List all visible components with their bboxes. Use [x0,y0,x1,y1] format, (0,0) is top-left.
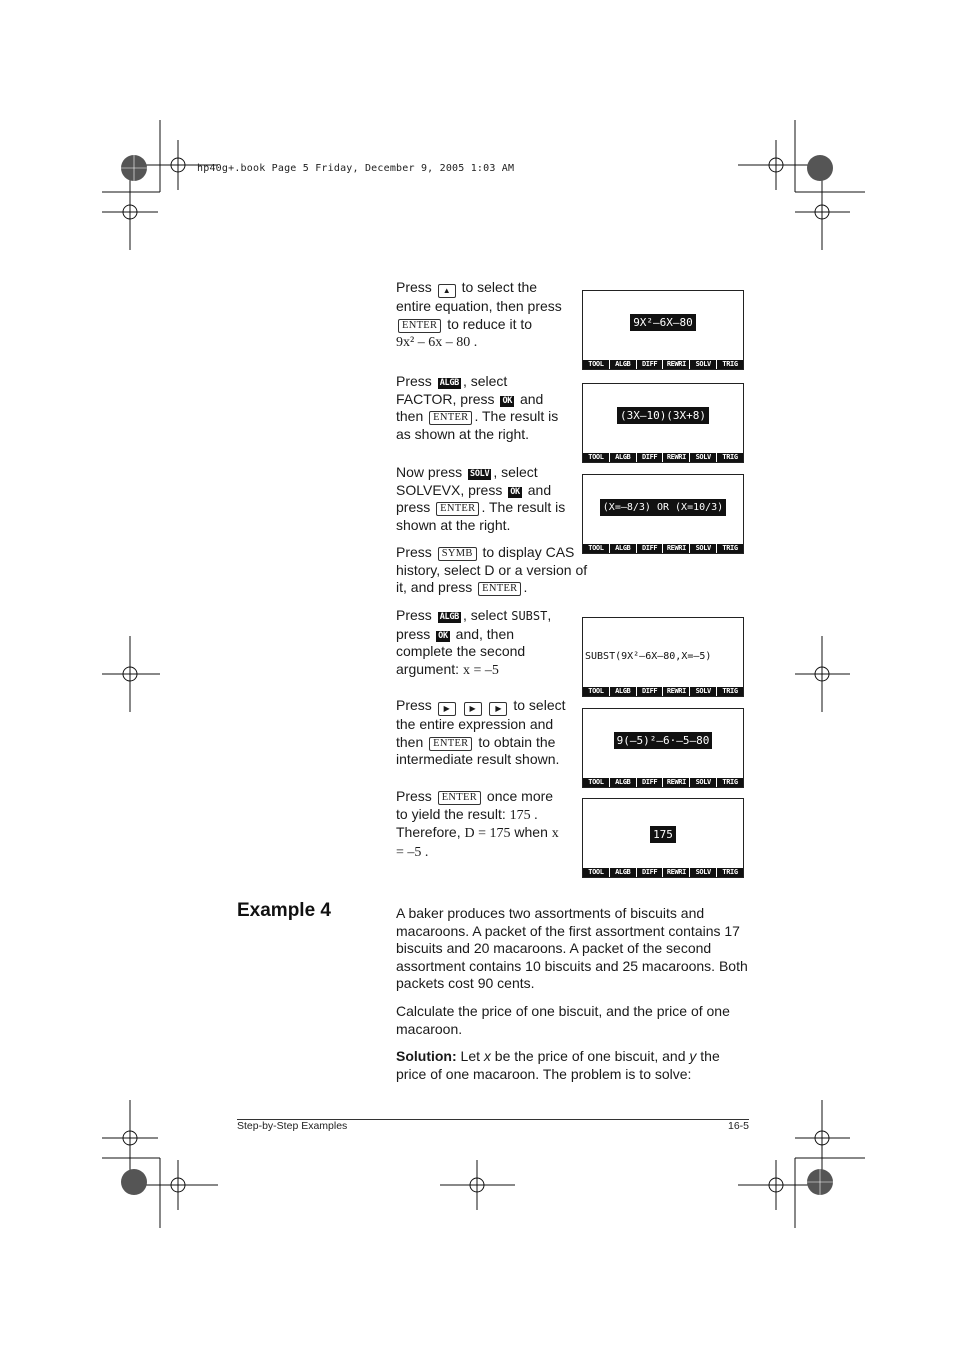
enter-key-icon: ENTER [436,502,479,516]
softkey-menu [583,453,743,462]
calculator-screen-4 [582,617,744,697]
menu-rewri: REWRI [663,360,689,369]
enter-key-icon: ENTER [429,411,472,425]
footer-page-number: 16-5 [727,1120,749,1132]
example-paragraph-2: Calculate the price of one biscuit, and the price of one macaroon. [396,1003,730,1037]
menu-solv: SOLV [690,544,716,553]
step-2-text [396,373,568,443]
screen-expression: (X=–8/3) OR (X=10/3) [600,499,726,516]
solution-text-c: the price of one macaroon. The problem is to solve: [396,1048,720,1082]
screen-expression: 9X²–6X–80 [630,314,696,331]
step-5-a: Press [396,607,432,623]
ok-softkey-icon: OK [438,630,448,641]
ok-softkey-icon: OK [510,486,520,497]
step-2-d: . The result is as shown at the right. [396,408,559,442]
step-7-b: once more to yield the result: [396,788,554,822]
step-2-b: , select FACTOR, press [396,373,508,407]
step-3-a: Now press [396,464,463,480]
algb-softkey-icon: ALGB [439,612,459,622]
menu-solv: SOLV [690,778,716,787]
step-2-c: and then [396,390,544,424]
menu-rewri: REWRI [663,453,689,462]
menu-solv: SOLV [690,687,716,696]
symb-key-icon: SYMB [438,547,477,561]
step-3-b: , select SOLVEVX, press [396,464,538,498]
example-solution [396,1048,748,1083]
screen-expression: SUBST(9X²–6X–80,X=–5) [585,651,712,662]
menu-solv: SOLV [690,360,716,369]
calculator-screen-5 [582,708,744,788]
menu-diff: DIFF [637,360,663,369]
menu-rewri: REWRI [663,778,689,787]
solution-text-a: Let [460,1048,481,1064]
menu-tool: TOOL [583,868,609,877]
enter-key-icon: ENTER [398,319,441,333]
step-1-b: to select the entire equation, then press [396,279,562,314]
menu-rewri: REWRI [663,544,689,553]
menu-algb: ALGB [610,868,636,877]
softkey-menu [583,778,743,787]
calculator-screen-3 [582,474,744,554]
step-7-math-3: x = –5 . [396,826,559,860]
step-5-math: x = –5 [462,662,499,678]
enter-key-icon: ENTER [438,791,481,805]
calculator-screen-1 [582,290,744,370]
menu-algb: ALGB [610,453,636,462]
menu-algb: ALGB [610,544,636,553]
step-7-c: Therefore, [396,824,461,840]
step-5-text [396,607,568,679]
step-5-c: , press [396,607,552,642]
step-6-b: to select the entire expression and then [396,697,566,750]
menu-diff: DIFF [637,687,663,696]
solution-label: Solution: [396,1048,457,1064]
step-4-b: to display CAS history, select D or a version of it, and press [396,544,588,595]
menu-trig: TRIG [717,453,743,462]
softkey-menu [583,544,743,553]
step-7-math-2: D = 175 [464,826,511,841]
step-5-b: , select [462,607,508,623]
menu-rewri: REWRI [663,687,689,696]
step-1-math: 9x² – 6x – 80 . [396,335,478,350]
footer-section-title: Step-by-Step Examples [237,1120,348,1132]
calculator-screen-2 [582,383,744,463]
menu-diff: DIFF [637,453,663,462]
step-7-d: when [514,824,548,840]
right-arrow-key-icon: ▶ [464,702,482,716]
step-3-d: . The result is shown at the right. [396,499,566,533]
screen-expression: 9(–5)²–6·–5–80 [614,732,713,749]
menu-tool: TOOL [583,360,609,369]
menu-trig: TRIG [717,868,743,877]
ok-softkey-icon: OK [502,395,513,406]
enter-key-icon: ENTER [478,582,521,596]
step-1-a: Press [396,279,432,295]
step-2-a: Press [396,373,432,389]
menu-algb: ALGB [610,778,636,787]
step-1-c: to reduce it to [447,315,533,332]
step-7-a: Press [396,788,432,804]
step-6-text [396,697,568,769]
menu-tool: TOOL [583,687,609,696]
algb-softkey-icon: ALGB [439,378,459,388]
menu-algb: ALGB [610,360,636,369]
menu-trig: TRIG [717,687,743,696]
calculator-screen-6 [582,798,744,878]
step-3-text [396,464,568,534]
step-6-c: to obtain the intermediate result shown. [396,733,560,767]
step-5-code: SUBST [511,609,548,623]
right-arrow-key-icon: ▶ [489,702,507,716]
menu-diff: DIFF [637,544,663,553]
right-arrow-key-icon: ▶ [438,702,456,716]
variable-x: x [483,1048,491,1064]
menu-diff: DIFF [637,868,663,877]
menu-diff: DIFF [637,778,663,787]
menu-rewri: REWRI [663,868,689,877]
step-5-d: and, then complete the second argument: [396,625,526,677]
enter-key-icon: ENTER [429,737,472,751]
menu-trig: TRIG [717,544,743,553]
running-head: hp40g+.book Page 5 Friday, December 9, 2005 1:03 AM [197,163,515,174]
menu-solv: SOLV [690,868,716,877]
step-3-c: and press [396,481,552,515]
menu-trig: TRIG [717,360,743,369]
step-7-math-1: 175 . [509,807,538,823]
step-4-c: . [523,579,528,595]
variable-y: y [689,1048,697,1064]
menu-solv: SOLV [690,453,716,462]
softkey-menu [583,868,743,877]
menu-trig: TRIG [717,778,743,787]
step-4-text [396,544,596,597]
menu-tool: TOOL [583,778,609,787]
solution-text-b: be the price of one biscuit, and [494,1048,686,1064]
example-paragraph-1: A baker produces two assortments of biscuits and macaroons. A packet of the first assortment contains 17 biscuits and 20 macaroons. A packet of the second assortment contains 10 biscuits and 25 macaroons. Both packets cost 90 cents. [396,905,748,991]
menu-tool: TOOL [583,453,609,462]
step-6-a: Press [396,697,432,713]
screen-expression: 175 [650,826,676,843]
softkey-menu [583,360,743,369]
step-1-text [396,279,568,352]
example-heading: Example 4 [237,900,331,921]
step-4-a: Press [396,544,432,560]
screen-expression: (3X–10)(3X+8) [617,407,709,424]
softkey-menu [583,687,743,696]
up-arrow-key-icon: ▲ [438,284,456,298]
step-7-text [396,788,568,861]
menu-tool: TOOL [583,544,609,553]
solv-softkey-icon: SOLV [470,469,490,479]
menu-algb: ALGB [610,687,636,696]
